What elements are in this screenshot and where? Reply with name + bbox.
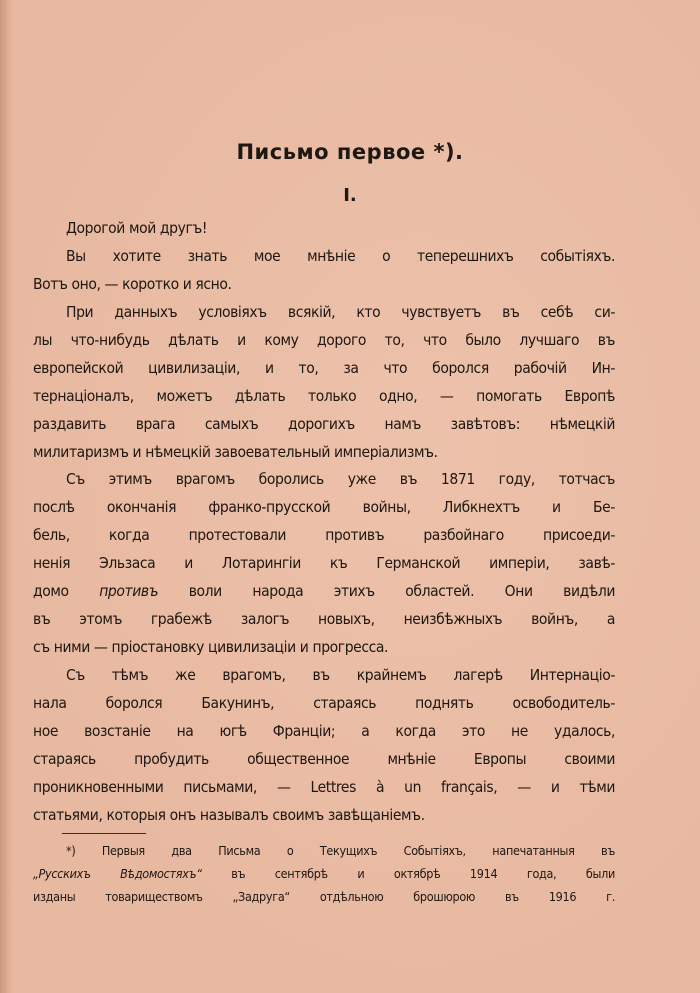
text-line: ное возстаніе на югѣ Франціи; а когда это не удалось, (33, 722, 615, 740)
text-line: Съ тѣмъ же врагомъ, въ крайнемъ лагерѣ Интернаціо- (66, 666, 615, 684)
text-line: послѣ окончанія франко-прусской войны, Либкнехтъ и Бе- (33, 498, 615, 516)
text-segment: домо (33, 582, 69, 600)
text-line: проникновенными письмами, — Lettres à un français, — и тѣми (33, 778, 615, 796)
text-segment: воли народа этихъ областей. Они видѣли (188, 582, 616, 600)
section-number: I. (343, 185, 357, 206)
footnote-line: изданы товариществомъ „Задруга“ отдѣльною брошюрою въ 1916 г. (33, 889, 615, 904)
italic-emphasis: „Русскихъ Вѣдомостяхъ“ (33, 866, 202, 881)
text-line: Вотъ оно, — коротко и ясно. (33, 275, 232, 293)
text-line: ненія Эльзаса и Лотарингіи къ Германской имперіи, завѣ- (33, 554, 615, 572)
text-line (33, 581, 615, 601)
text-line: Съ этимъ врагомъ боролись уже въ 1871 году, тотчасъ (66, 470, 615, 488)
footnote-line: *) Первыя два Письма о Текущихъ Событіяхъ, напечатанныя въ (66, 843, 615, 858)
text-line: Вы хотите знать мое мнѣніе о теперешнихъ событіяхъ. (66, 247, 615, 265)
text-line: милитаризмъ и нѣмецкій завоевательный имперіализмъ. (33, 443, 438, 461)
text-line: европейской цивилизаціи, и то, за что боролся рабочій Ин- (33, 359, 615, 377)
text-line: лы что-нибудь дѣлать и кому дорого то, что было лучшаго въ (33, 331, 615, 349)
text-line: Дорогой мой другъ! (66, 219, 208, 237)
text-line: бель, когда протестовали противъ разбойнаго присоеди- (33, 526, 615, 544)
text-segment: въ сентябрѣ и октябрѣ 1914 года, были (231, 866, 616, 881)
text-line: въ этомъ грабежѣ залогъ новыхъ, неизбѣжныхъ войнъ, а (33, 610, 615, 628)
text-line: съ ними — пріостановку цивилизаціи и прогресса. (33, 638, 389, 656)
letter-title: Письмо первое *). (236, 140, 464, 164)
text-line: раздавить врага самыхъ дорогихъ намъ завѣтовъ: нѣмецкій (33, 415, 615, 433)
text-line: нала боролся Бакунинъ, стараясь поднять освободитель- (33, 694, 615, 712)
italic-emphasis: противъ (99, 582, 159, 600)
text-line: статьями, которыя онъ называлъ своимъ завѣщаніемъ. (33, 806, 425, 824)
footnote-divider (62, 833, 146, 834)
text-line: тернаціоналъ, можетъ дѣлать только одно, — помогать Европѣ (33, 387, 615, 405)
text-line: При данныхъ условіяхъ всякій, кто чувствуетъ въ себѣ си- (66, 303, 615, 321)
footnote-line (33, 866, 615, 882)
text-line: стараясь пробудить общественное мнѣніе Европы своими (33, 750, 615, 768)
